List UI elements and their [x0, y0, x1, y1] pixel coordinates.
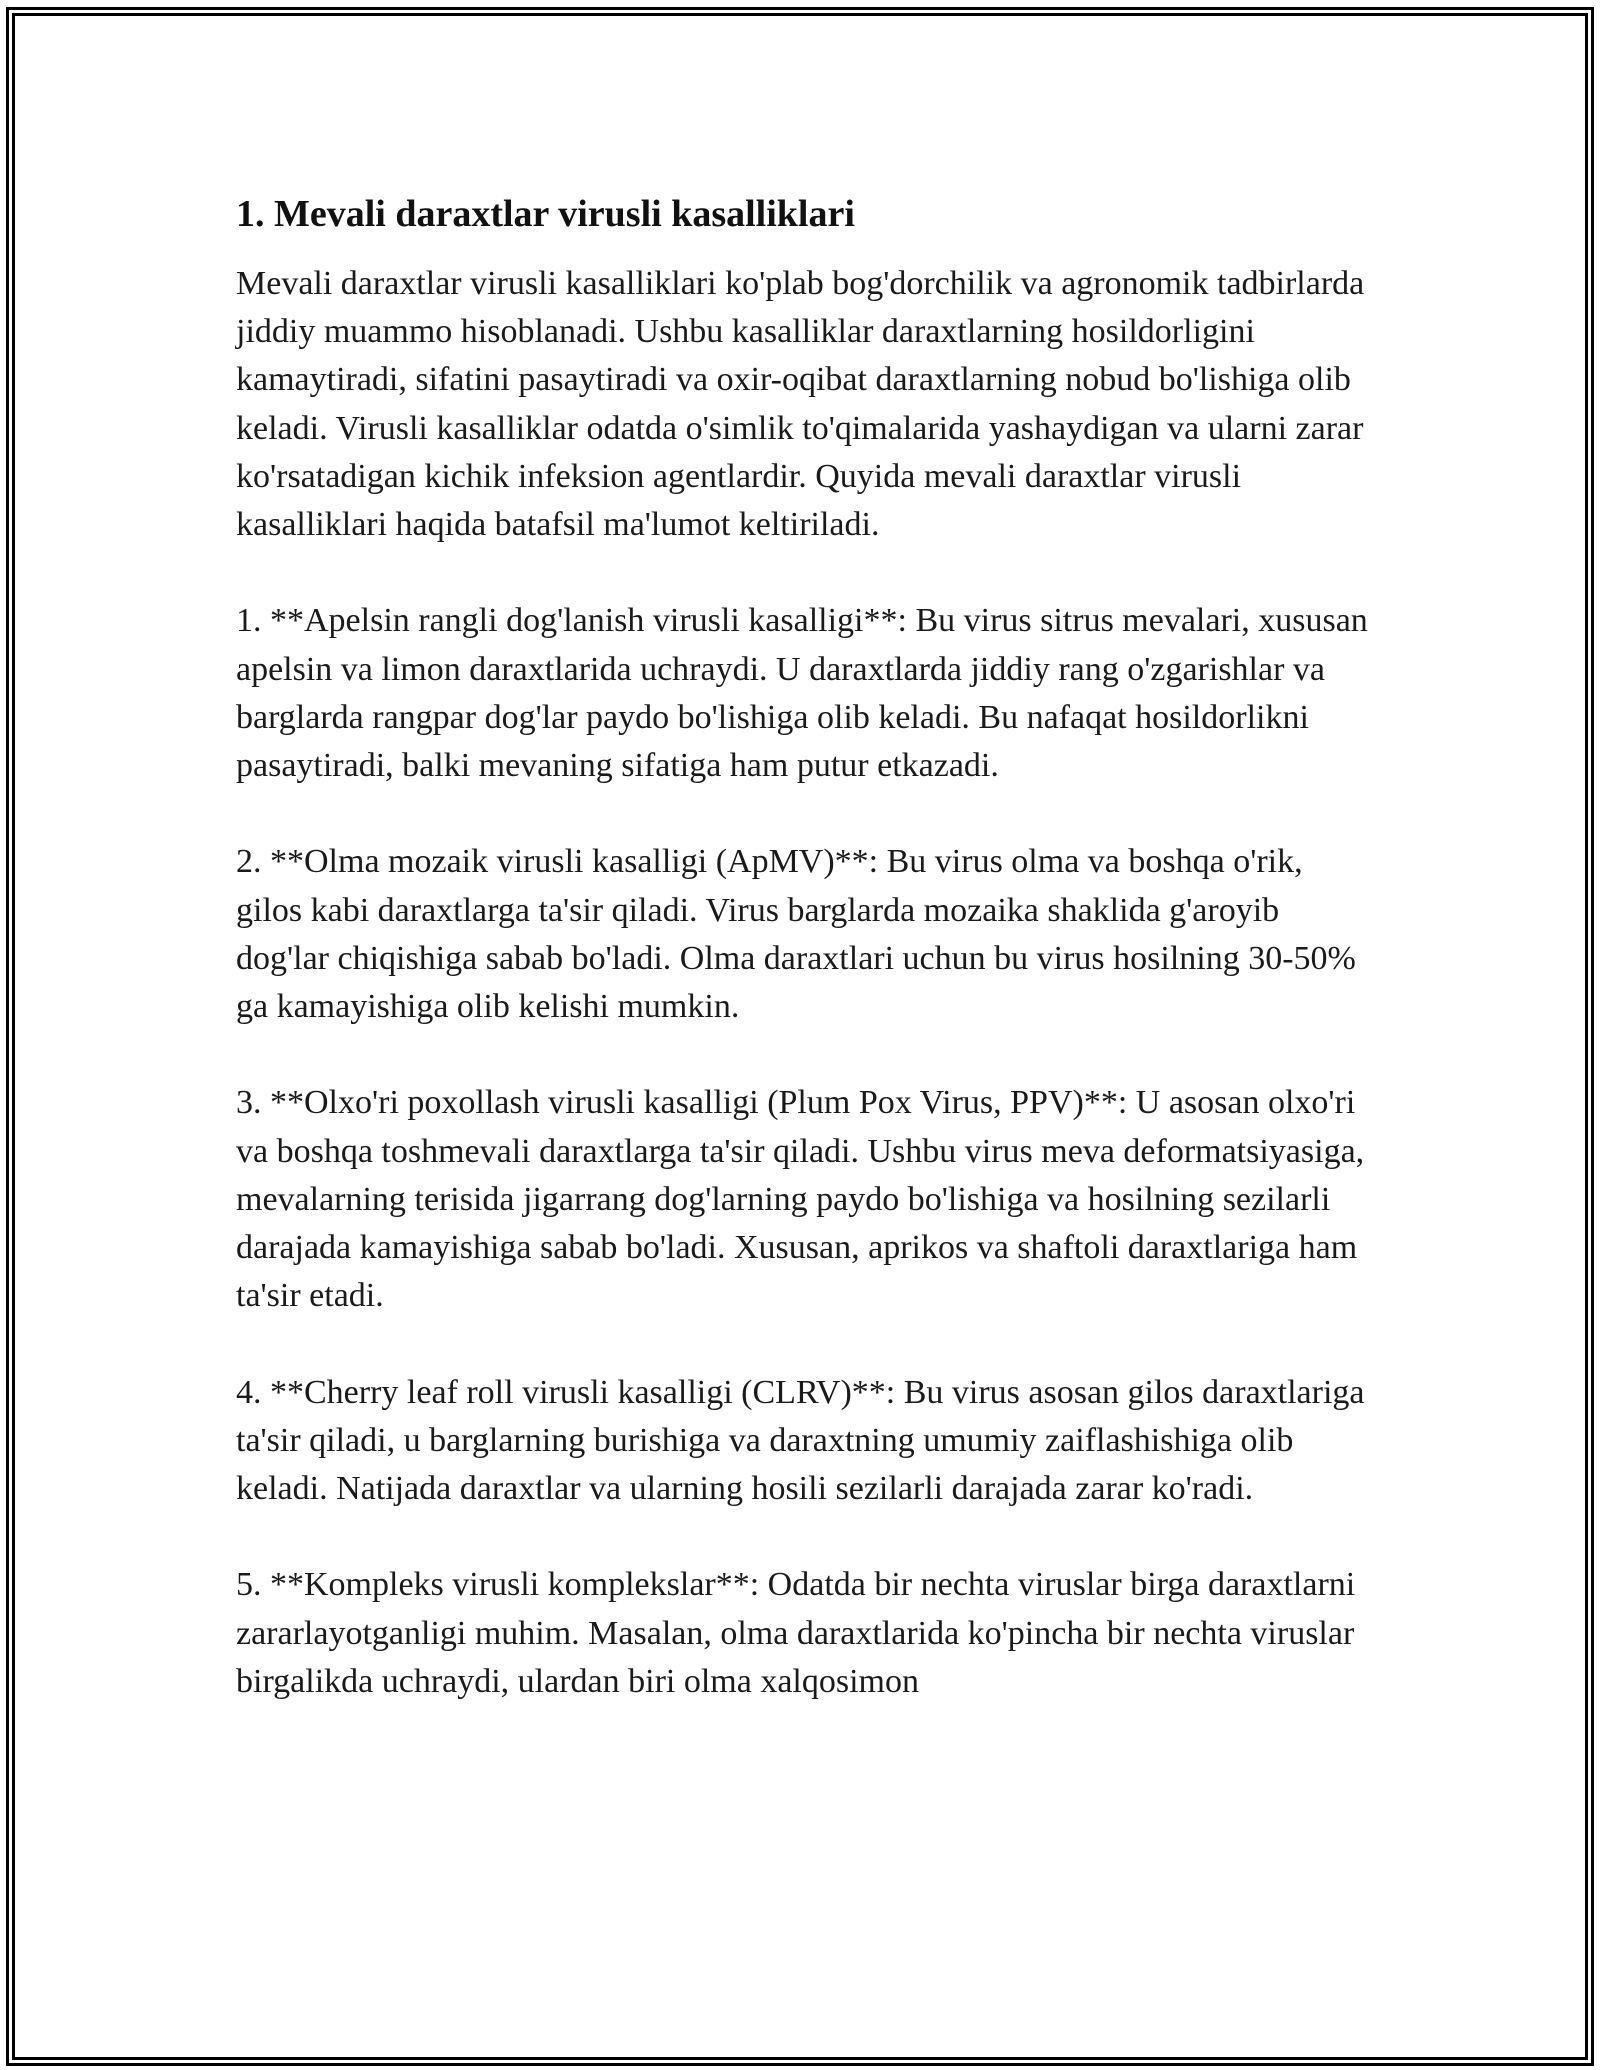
list-item-paragraph-5: 5. **Kompleks virusli komplekslar**: Odatda bir nechta viruslar birga daraxtlarni zararlayotganligi muhim. Masalan, olma daraxtlarida ko'pincha bir nechta viruslar birgalikda uchraydi, ulardan biri olma xalqosimon	[236, 1566, 1356, 1700]
list-item-paragraph-4: 4. **Cherry leaf roll virusli kasalligi (CLRV)**: Bu virus asosan gilos daraxtlariga ta'sir qiladi, u barglarning burishiga va daraxtning umumiy zaiflashishiga olib keladi. Natijada daraxtlar va ularning hosili sezilarli darajada zarar ko'radi.	[236, 1373, 1365, 1508]
document-body	[236, 188, 1376, 1706]
intro-paragraph: Mevali daraxtlar virusli kasalliklari ko'plab bog'dorchilik va agronomik tadbirlarda jiddiy muammo hisoblanadi. Ushbu kasalliklar daraxtlarning hosildorligini kamaytiradi, sifatini pasaytiradi va oxir-oqibat daraxtlarning nobud bo'lishiga olib keladi. Virusli kasalliklar odatda o'simlik to'qimalarida yashaydigan va ularni zarar ko'rsatadigan kichik infeksion agentlardir. Quyida mevali daraxtlar virusli kasalliklari haqida batafsil ma'lumot keltiriladi.	[236, 265, 1365, 544]
list-item-paragraph-1: 1. **Apelsin rangli dog'lanish virusli kasalligi**: Bu virus sitrus mevalari, xususan apelsin va limon daraxtlarida uchraydi. U daraxtlarda jiddiy rang o'zgarishlar va barglarda rangpar dog'lar paydo bo'lishiga olib keladi. Bu nafaqat hosildorlikni pasaytiradi, balki mevaning sifatiga ham putur etkazadi.	[236, 602, 1368, 785]
section-heading: 1. Mevali daraxtlar virusli kasalliklari	[236, 193, 855, 235]
list-item-paragraph-2: 2. **Olma mozaik virusli kasalligi (ApMV)**: Bu virus olma va boshqa o'rik, gilos kabi daraxtlarga ta'sir qiladi. Virus barglarda mozaika shaklida g'aroyib dog'lar chiqishiga sabab bo'ladi. Olma daraxtlari uchun bu virus hosilning 30-50% ga kamayishiga olib kelishi mumkin.	[236, 843, 1356, 1026]
list-item-paragraph-3: 3. **Olxo'ri poxollash virusli kasalligi (Plum Pox Virus, PPV)**: U asosan olxo'ri va boshqa toshmevali daraxtlarga ta'sir qiladi. Ushbu virus meva deformatsiyasiga, mevalarning terisida jigarrang dog'larning paydo bo'lishiga va hosilning sezilarli darajada kamayishiga sabab bo'ladi. Xususan, aprikos va shaftoli daraxtlariga ham ta'sir etadi.	[236, 1084, 1365, 1315]
